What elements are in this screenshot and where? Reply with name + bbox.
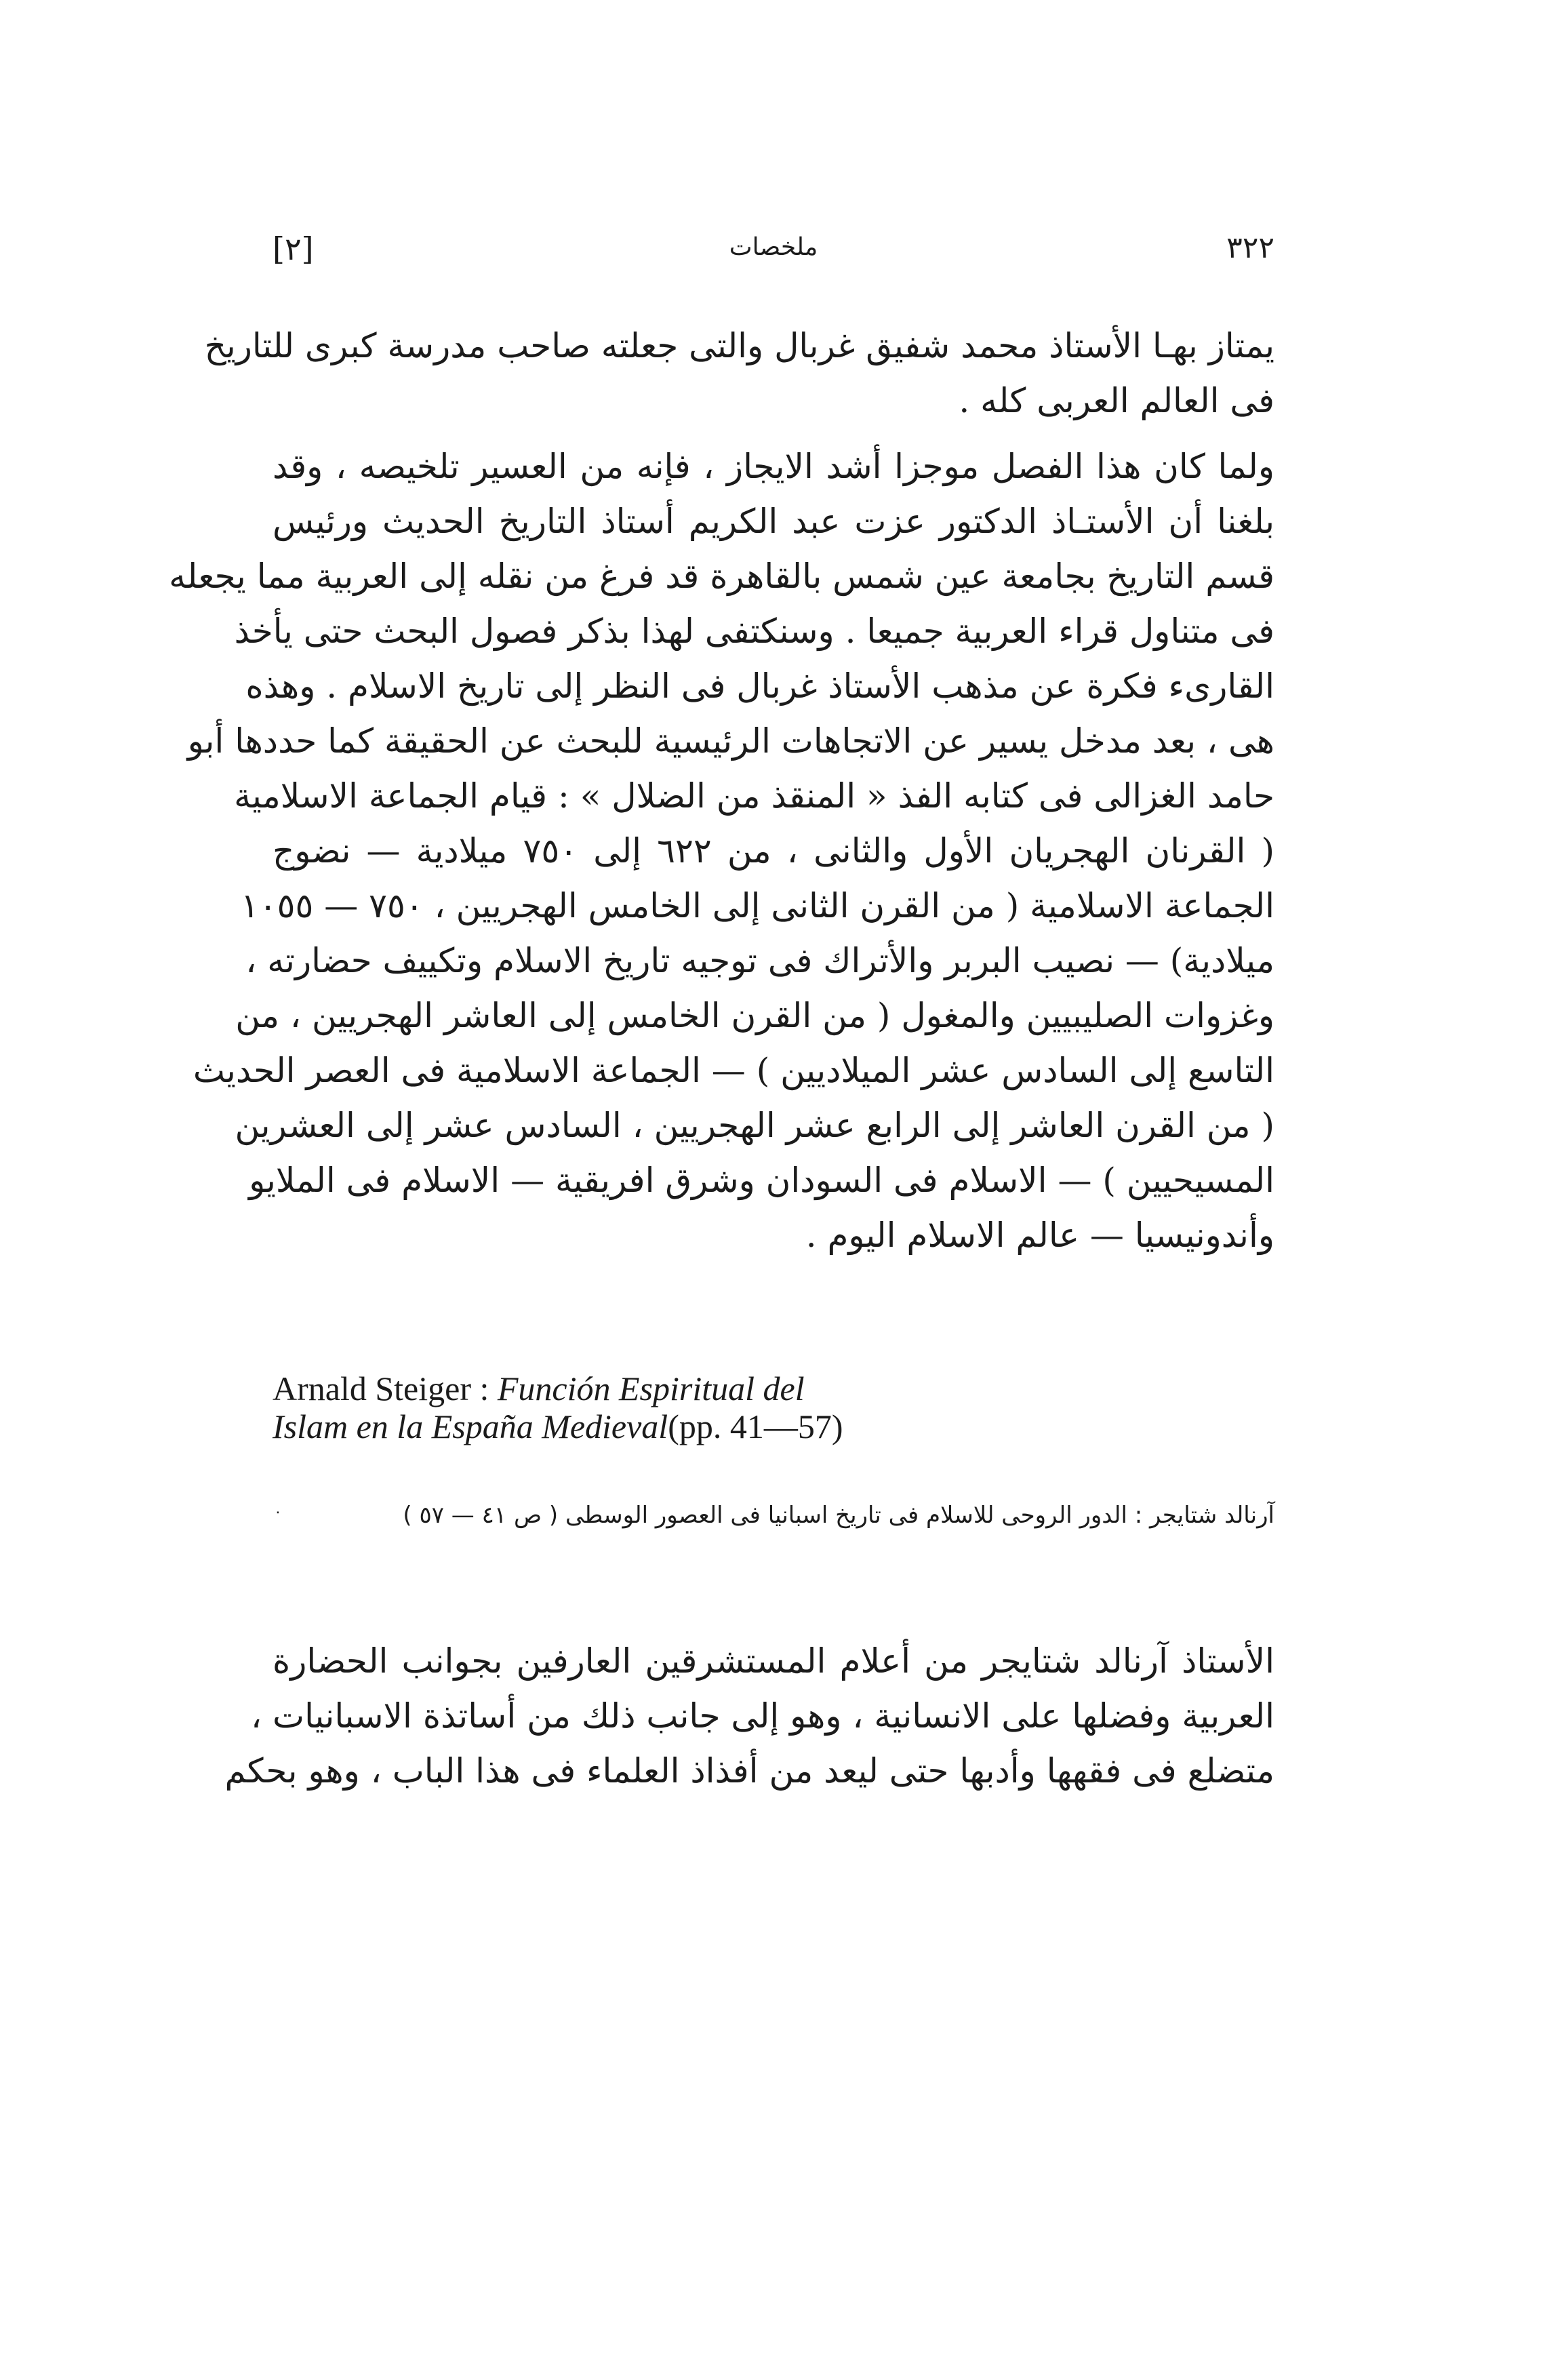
paragraph-3: [224, 1634, 1274, 1799]
small-mark: ٠: [274, 1504, 282, 1521]
text-line: حامد الغزالى فى كتابه الفذ « المنقذ من الضلال » : قيام الجماعة الاسلامية: [234, 776, 1274, 816]
text-line: ولما كان هذا الفصل موجزا أشد الايجاز ، فإنه من العسير تلخيصه ، وقد: [273, 447, 1274, 486]
text-line: الأستاذ آرنالد شتايجر من أعلام المستشرقين العارفين بجوانب الحضارة: [273, 1641, 1274, 1681]
text-line: متضلع فى فقهها وأدبها حتى ليعد من أفذاذ العلماء فى هذا الباب ، وهو بحكم: [224, 1751, 1274, 1791]
text-line: وغزوات الصليبيين والمغول ( من القرن الخامس إلى العاشر الهجريين ، من: [235, 996, 1274, 1035]
text-line: فى العالم العربى كله .: [959, 381, 1274, 420]
text-line: بلغنا أن الأستـاذ الدكتور عزت عبد الكريم أستاذ التاريخ الحديث ورئيس: [273, 502, 1274, 541]
citation-title-part1: Función Espiritual del: [497, 1370, 805, 1407]
citation-author: Arnald Steiger :: [273, 1370, 489, 1407]
citation-line-1: [273, 1370, 1274, 1407]
paragraph-2: [169, 439, 1274, 1263]
paragraph-1: [204, 319, 1274, 428]
citation-title-part2: Islam en la España Medieval: [273, 1407, 668, 1445]
reference-arabic: آرنالد شتايجر : الدور الروحى للاسلام فى تاريخ اسبانيا فى العصور الوسطى ( ص ٤١ — ٥٧ ): [403, 1502, 1274, 1529]
running-title: ملخصات: [729, 233, 818, 261]
text-line: وأندونيسيا — عالم الاسلام اليوم .: [805, 1216, 1274, 1255]
text-line: فى متناول قراء العربية جميعا . وسنكتفى لهذا بذكر فصول البحث حتى يأخذ: [234, 612, 1274, 651]
text-line: ميلادية) — نصيب البربر والأتراك فى توجيه تاريخ الاسلام وتكييف حضارته ،: [245, 941, 1274, 980]
citation-pages: (pp. 41—57): [668, 1407, 843, 1445]
text-line: الجماعة الاسلامية ( من القرن الثانى إلى الخامس الهجريين ، ٧٥٠ — ١٠٥٥: [240, 886, 1274, 925]
section-number: [٢]: [273, 231, 314, 267]
text-line: هى ، بعد مدخل يسير عن الاتجاهات الرئيسية للبحث عن الحقيقة كما حددها أبو: [187, 721, 1274, 761]
reference-citation: [273, 1370, 1274, 1445]
text-line: المسيحيين ) — الاسلام فى السودان وشرق افريقية — الاسلام فى الملايو: [249, 1161, 1274, 1200]
text-line: ( القرنان الهجريان الأول والثانى ، من ٦٢٢ إلى ٧٥٠ ميلادية — نضوج: [273, 831, 1274, 871]
page-number: ٣٢٢: [1226, 231, 1274, 265]
citation-line-2: [273, 1407, 1274, 1445]
text-line: قسم التاريخ بجامعة عين شمس بالقاهرة قد فرغ من نقله إلى العربية مما يجعله: [169, 557, 1274, 596]
text-line: يمتاز بهـا الأستاذ محمد شفيق غربال والتى جعلته صاحب مدرسة كبرى للتاريخ: [204, 326, 1274, 365]
page-header: [273, 231, 1274, 285]
text-line: ( من القرن العاشر إلى الرابع عشر الهجريين ، السادس عشر إلى العشرين: [235, 1106, 1274, 1145]
text-line: التاسع إلى السادس عشر الميلاديين ) — الجماعة الاسلامية فى العصر الحديث: [193, 1051, 1274, 1090]
text-line: القارىء فكرة عن مذهب الأستاذ غربال فى النظر إلى تاريخ الاسلام . وهذه: [245, 666, 1274, 706]
text-line: العربية وفضلها على الانسانية ، وهو إلى جانب ذلك من أساتذة الاسبانيات ،: [250, 1696, 1274, 1736]
